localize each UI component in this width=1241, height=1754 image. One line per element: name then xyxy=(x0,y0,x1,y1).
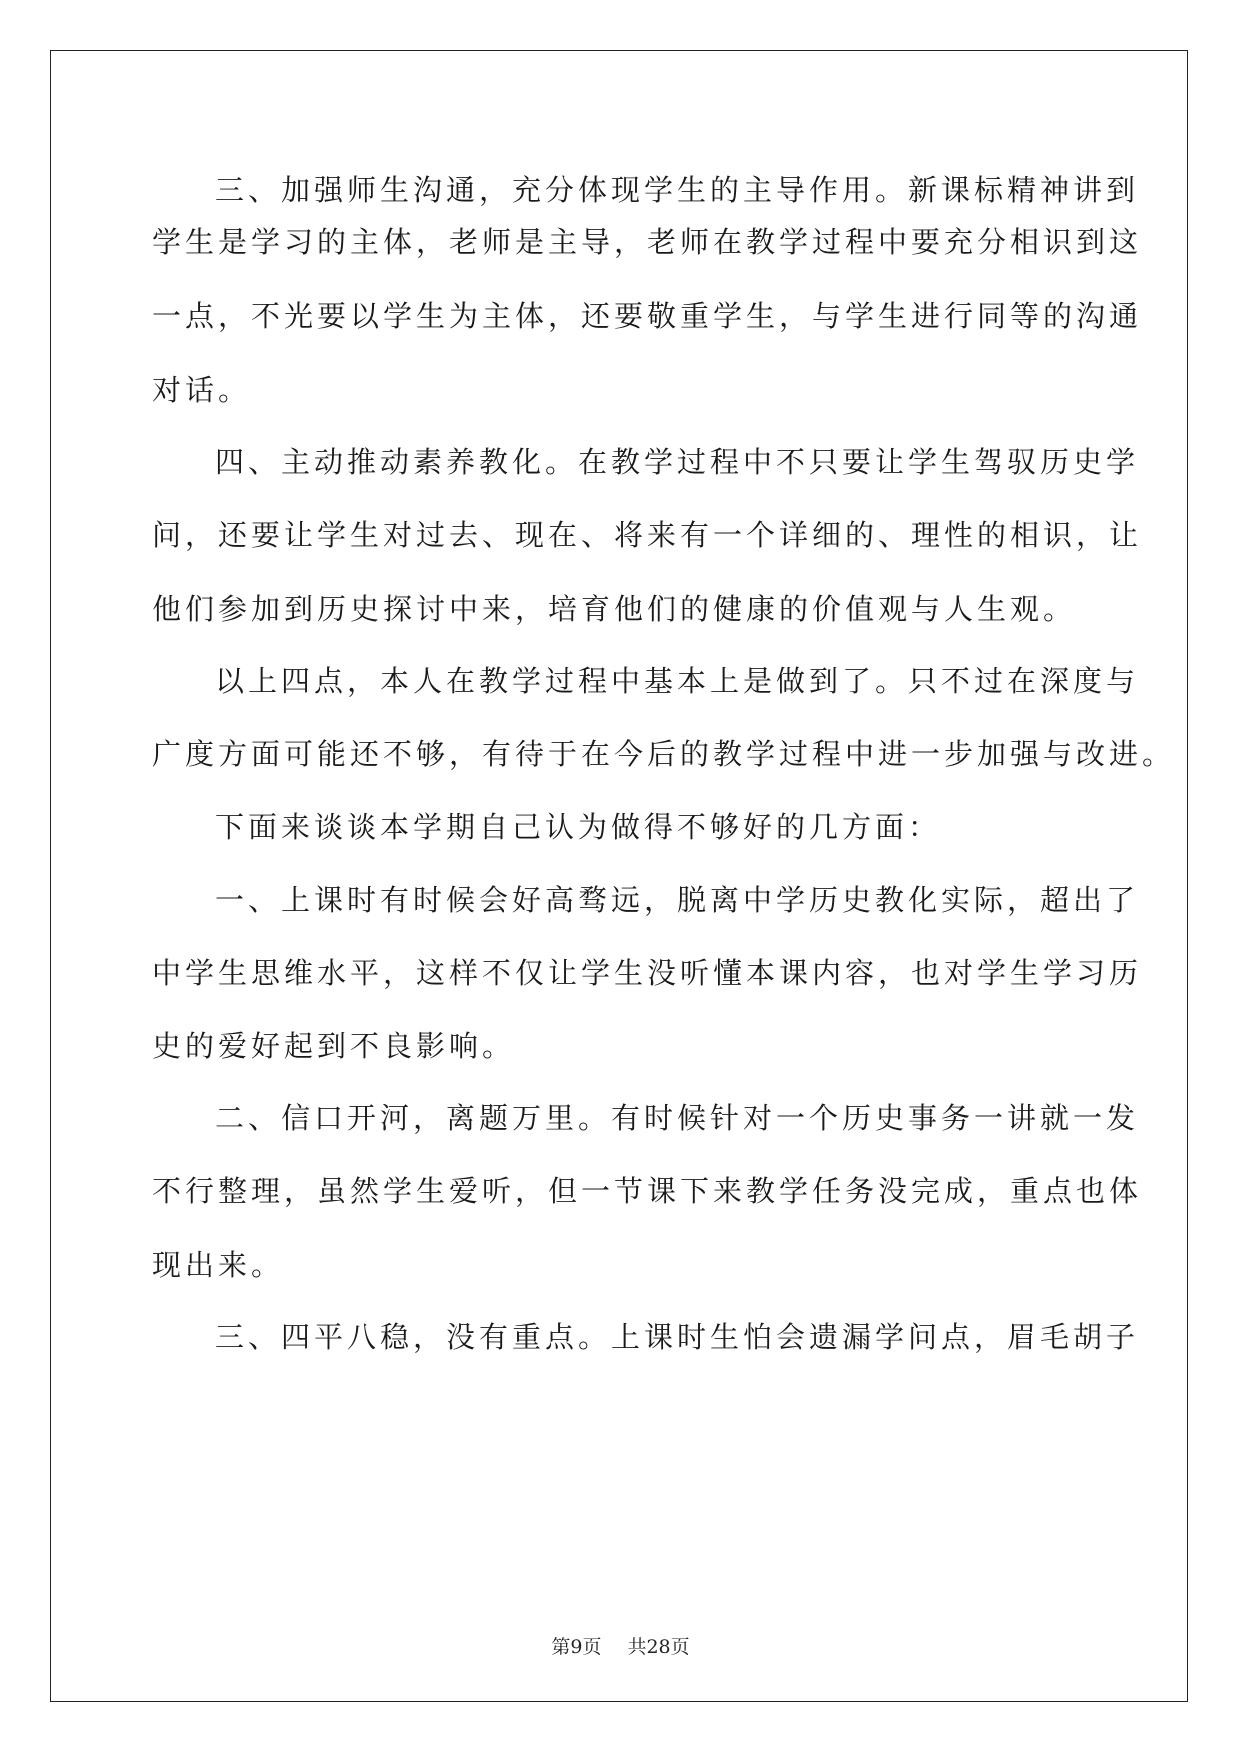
text-line: 广度方面可能还不够，有待于在今后的教学过程中进一步加强与改进。 xyxy=(152,737,1176,771)
text-line: 以上四点，本人在教学过程中基本上是做到了。只不过在深度与 xyxy=(215,664,1140,698)
page-total: 共28页 xyxy=(627,1636,690,1658)
text-line: 三、加强师生沟通，充分体现学生的主导作用。新课标精神讲到 xyxy=(215,173,1140,207)
text-line: 四、主动推动素养教化。在教学过程中不只要让学生驾驭历史学 xyxy=(215,445,1140,479)
text-line: 下面来谈谈本学期自己认为做得不够好的几方面： xyxy=(215,810,942,844)
text-line: 问，还要让学生对过去、现在、将来有一个详细的、理性的相识，让 xyxy=(152,518,1143,552)
text-line: 他们参加到历史探讨中来，培育他们的健康的价值观与人生观。 xyxy=(152,592,1077,626)
page-number: 第9页 xyxy=(551,1636,602,1658)
text-line: 史的爱好起到不良影响。 xyxy=(152,1029,516,1063)
text-line: 三、四平八稳，没有重点。上课时生怕会遗漏学问点，眉毛胡子 xyxy=(215,1320,1140,1354)
text-line: 对话。 xyxy=(152,373,252,407)
text-line: 一点，不光要以学生为主体，还要敬重学生，与学生进行同等的沟通 xyxy=(152,299,1143,333)
text-line: 不行整理，虽然学生爱听，但一节课下来教学任务没完成，重点也体 xyxy=(152,1174,1143,1208)
text-line: 一、上课时有时候会好高骛远，脱离中学历史教化实际，超出了 xyxy=(215,883,1140,917)
text-line: 二、信口开河，离题万里。有时候针对一个历史事务一讲就一发 xyxy=(215,1101,1140,1135)
text-line: 中学生思维水平，这样不仅让学生没听懂本课内容，也对学生学习历 xyxy=(152,956,1143,990)
page-footer xyxy=(0,1632,1241,1659)
text-line: 现出来。 xyxy=(152,1248,285,1282)
text-line: 学生是学习的主体，老师是主导，老师在教学过程中要充分相识到这 xyxy=(152,225,1143,259)
